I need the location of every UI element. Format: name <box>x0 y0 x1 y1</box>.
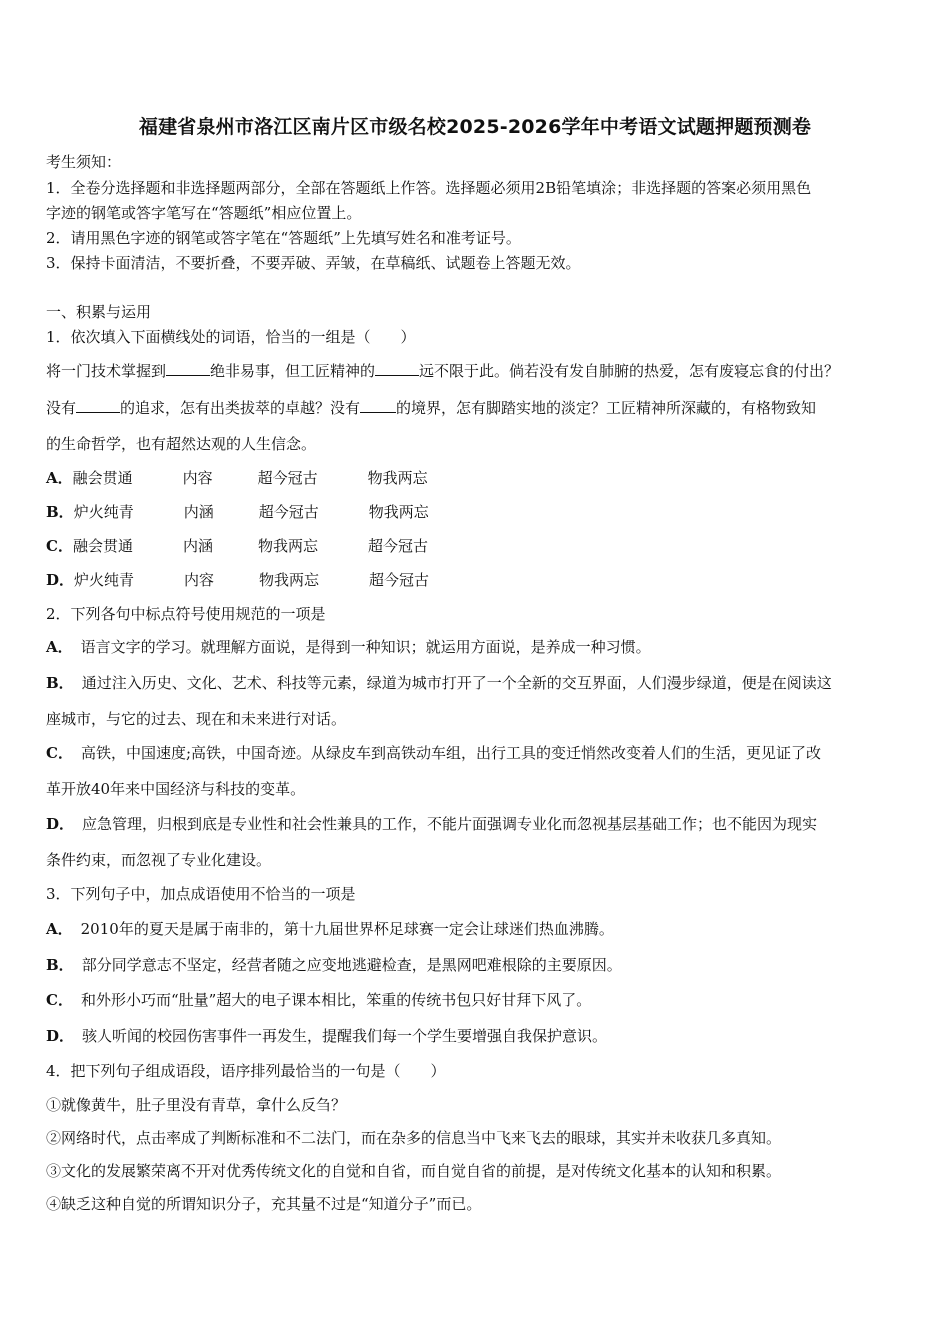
page-title: 福建省泉州市洛江区南片区市级名校2025-2026学年中考语文试题押题预测卷 <box>138 116 812 138</box>
option-c[interactable]: C． 和外形小巧而“肚量”超大的电子课本相比，笨重的传统书包只好甘拜下风了。 <box>46 991 592 1009</box>
sentence-3: ③文化的发展繁荣离不开对优秀传统文化的自觉和自省，而自觉自省的前提，是对传统文化基本的认知和积累。 <box>46 1162 782 1180</box>
option-b[interactable]: B．炉火纯青 内涵 超今冠古 物我两忘 <box>46 503 429 521</box>
option-b-continued: 座城市，与它的过去、现在和未来进行对话。 <box>46 710 347 728</box>
option-b[interactable]: B． 部分同学意志不坚定，经营者随之应变地逃避检查，是黑网吧难根除的主要原因。 <box>46 956 622 974</box>
sentence-1: ①就像黄牛，肚子里没有青草，拿什么反刍？ <box>46 1096 347 1114</box>
option-c[interactable]: C． 高铁，中国速度;高铁，中国奇迹。从绿皮车到高铁动车组，出行工具的变迁悄然改变着人们的生活，更见证了改 <box>46 744 822 762</box>
option-c[interactable]: C．融会贯通 内涵 物我两忘 超今冠古 <box>46 537 428 555</box>
option-d-continued: 条件约束，而忽视了专业化建设。 <box>46 851 272 869</box>
question-1-passage-line: 没有 的追求，怎有出类拔萃的卓越？没有 的境界，怎有脚踏实地的淡定？工匠精神所深藏的，有格物致知 <box>46 399 817 417</box>
question-1-stem: 1．依次填入下面横线处的词语，恰当的一组是（ ） <box>46 328 416 346</box>
question-3-stem: 3．下列句子中，加点成语使用不恰当的一项是 <box>46 885 356 903</box>
option-a[interactable]: A． 2010年的夏天是属于南非的，第十九届世界杯足球赛一定会让球迷们热血沸腾。 <box>46 920 614 938</box>
option-d[interactable]: D． 骇人听闻的校园伤害事件一再发生，提醒我们每一个学生要增强自我保护意识。 <box>46 1027 608 1045</box>
option-a[interactable]: A．融会贯通 内容 超今冠古 物我两忘 <box>46 469 428 487</box>
question-4-stem: 4．把下列句子组成语段，语序排列最恰当的一句是（ ） <box>46 1062 446 1080</box>
option-a[interactable]: A． 语言文字的学习。就理解方面说，是得到一种知识；就运用方面说，是养成一种习惯。 <box>46 638 651 656</box>
sentence-4: ④缺乏这种自觉的所谓知识分子，充其量不过是“知道分子”而已。 <box>46 1195 482 1213</box>
notice-item: 字迹的钢笔或答字笔写在“答题纸”相应位置上。 <box>46 204 362 222</box>
question-1-passage-line: 的生命哲学，也有超然达观的人生信念。 <box>46 435 317 453</box>
question-2-stem: 2．下列各句中标点符号使用规范的一项是 <box>46 605 326 623</box>
option-d[interactable]: D．炉火纯青 内容 物我两忘 超今冠古 <box>46 571 430 589</box>
blank-line <box>375 361 419 376</box>
option-d[interactable]: D． 应急管理，归根到底是专业性和社会性兼具的工作，不能片面强调专业化而忽视基层基础工作；也不能因为现实 <box>46 815 818 833</box>
blank-line <box>76 398 120 413</box>
blank-line <box>166 361 210 376</box>
section-heading: 一、积累与运用 <box>46 303 152 321</box>
notice-heading: 考生须知： <box>46 153 122 171</box>
notice-item: 2．请用黑色字迹的钢笔或答字笔在“答题纸”上先填写姓名和准考证号。 <box>46 229 521 247</box>
notice-item: 3．保持卡面清洁，不要折叠，不要弄破、弄皱，在草稿纸、试题卷上答题无效。 <box>46 254 581 272</box>
blank-line <box>360 398 396 413</box>
question-1-passage-line: 将一门技术掌握到 绝非易事，但工匠精神的 远不限于此。倘若没有发自肺腑的热爱，怎有废寝忘食的付出？ <box>46 362 840 380</box>
option-b[interactable]: B． 通过注入历史、文化、艺术、科技等元素，绿道为城市打开了一个全新的交互界面，人们漫步绿道，便是在阅读这 <box>46 674 832 692</box>
notice-item: 1．全卷分选择题和非选择题两部分，全部在答题纸上作答。选择题必须用2B铅笔填涂；非选择题的答案必须用黑色 <box>46 179 812 197</box>
sentence-2: ②网络时代，点击率成了判断标准和不二法门，而在杂多的信息当中飞来飞去的眼球，其实并未收获几多真知。 <box>46 1129 782 1147</box>
option-c-continued: 革开放40年来中国经济与科技的变革。 <box>46 780 306 798</box>
